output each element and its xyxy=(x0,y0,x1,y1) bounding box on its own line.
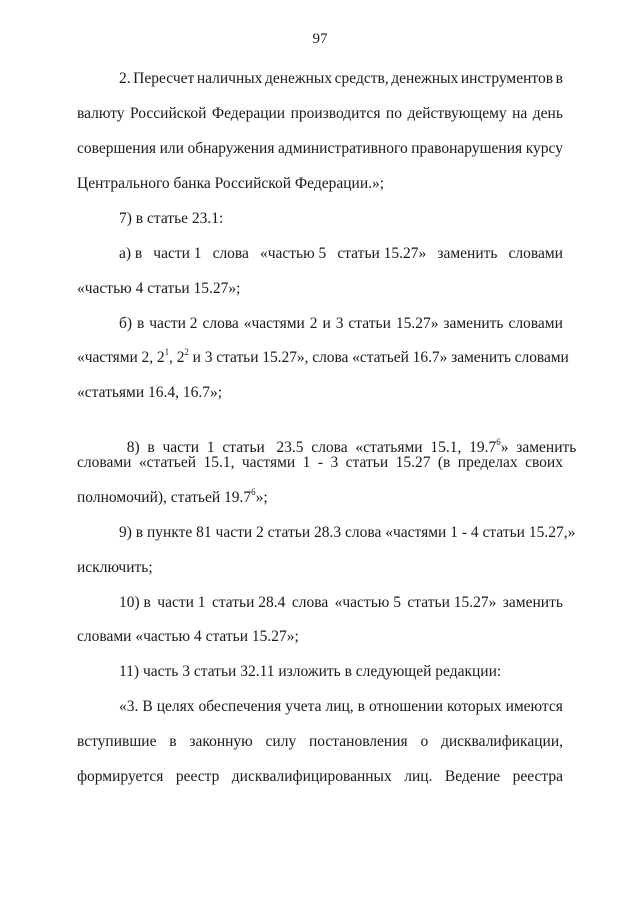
page-number: 97 xyxy=(312,31,328,47)
paragraph-line: Центрального банка Российской Федерации.»; xyxy=(77,175,385,192)
paragraph-line: «статьями 16.4, 16.7»; xyxy=(77,384,223,401)
paragraph-line: «частями 2, $2^1$, $2^2$ и 3 статьи 15.27», слова «статьей 16.7» заменить словами xyxy=(77,346,569,366)
paragraph-line: 10) в части 1 статьи 28.4 слова «частью 5 статьи 15.27» заменить xyxy=(119,594,563,611)
paragraph-line: 11) часть 3 статьи 32.11 изложить в следующей редакции: xyxy=(119,663,502,680)
paragraph-line: 8) в части 1 статьи 23.5 слова «статьями 15.1, 19.7$^6$» заменить xyxy=(126,436,577,456)
paragraph-line: 9) в пункте 81 части 2 статьи 28.3 слова «частями 1 - 4 статьи 15.27,» xyxy=(119,524,576,541)
paragraph-line: 2. Пересчет наличных денежных средств, денежных инструментов в xyxy=(119,70,563,87)
paragraph-line: словами «статьей 15.1, частями 1 - 3 статьи 15.27 (в пределах своих xyxy=(77,454,563,471)
paragraph-line: формируется реестр дисквалифицированных лиц. Ведение реестра xyxy=(77,768,563,785)
paragraph-line: словами «частью 4 статьи 15.27»; xyxy=(77,628,299,645)
paragraph-line: полномочий), статьей 19.7$^6$»; xyxy=(77,486,268,506)
paragraph-line: совершения или обнаружения административного правонарушения курсу xyxy=(77,140,563,157)
paragraph-line: «частью 4 статьи 15.27»; xyxy=(77,280,241,297)
paragraph-line: «3. В целях обеспечения учета лиц, в отношении которых имеются xyxy=(119,698,563,715)
paragraph-line: б) в части 2 слова «частями 2 и 3 статьи 15.27» заменить словами xyxy=(119,315,563,332)
paragraph-line: 7) в статье 23.1: xyxy=(119,210,224,227)
paragraph-line: валюту Российской Федерации производится по действующему на день xyxy=(77,105,563,122)
paragraph-line: а) в части 1 слова «частью 5 статьи 15.27» заменить словами xyxy=(119,245,563,262)
paragraph-line: исключить; xyxy=(77,559,153,576)
paragraph-line: вступившие в законную силу постановления о дисквалификации, xyxy=(77,733,563,750)
